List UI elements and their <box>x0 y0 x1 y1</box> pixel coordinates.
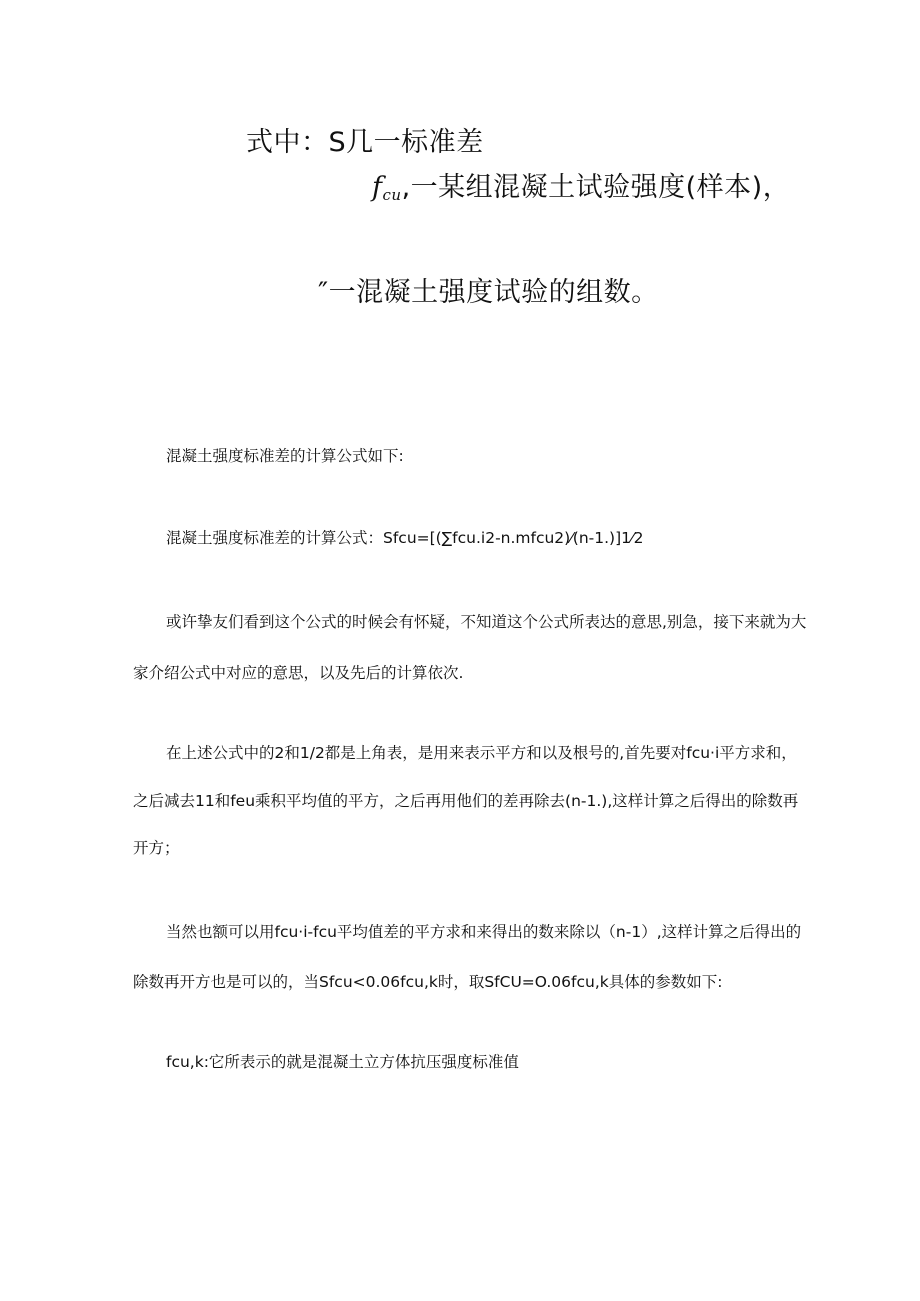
paragraph-alternative-line1: 当然也额可以用fcu·i-fcu平均值差的平方求和来得出的数来除以（n-1）,这样计算之后得出的 <box>166 923 802 941</box>
definition-line-s <box>246 120 484 159</box>
paragraph-superscript-line2: 之后减去11和feu乘积平均值的平方，之后再用他们的差再除去(n-1.),这样计算之后得出的除数再 <box>133 792 799 810</box>
paragraph-alternative-line2: 除数再开方也是可以的，当Sfcu<0.06fcu,k时，取SfCU=O.06fcu,k具体的参数如下: <box>133 973 723 991</box>
definition-s-text: 式中：S几一标准差 <box>246 127 484 158</box>
paragraph-intro: 混凝土强度标准差的计算公式如下: <box>166 447 404 465</box>
paragraph-explain-line1: 或许挚友们看到这个公式的时候会有怀疑，不知道这个公式所表达的意思,别急，接下来就为大 <box>166 613 807 631</box>
definition-n-text: ″一混凝土强度试验的组数。 <box>318 277 659 308</box>
fcu-subscript: cu <box>382 186 402 204</box>
fcu-symbol: f <box>372 172 383 203</box>
paragraph-superscript-line1: 在上述公式中的2和1/2都是上角表，是用来表示平方和以及根号的,首先要对fcu·i平方求和， <box>166 744 797 762</box>
paragraph-explain-line2: 家介绍公式中对应的意思，以及先后的计算依次. <box>133 664 464 682</box>
paragraph-superscript-line3: 开方； <box>133 839 180 857</box>
definition-fcu-text: ,一某组混凝土试验强度(样本)， <box>401 172 791 203</box>
definition-line-fcu <box>372 165 790 204</box>
definition-line-n <box>318 270 659 309</box>
paragraph-formula: 混凝土强度标准差的计算公式：Sfcu=[(∑fcu.i2-n.mfcu2)⁄(n-1.)]1⁄2 <box>166 529 644 547</box>
paragraph-fcuk-definition: fcu,k:它所表示的就是混凝土立方体抗压强度标准值 <box>166 1053 519 1071</box>
